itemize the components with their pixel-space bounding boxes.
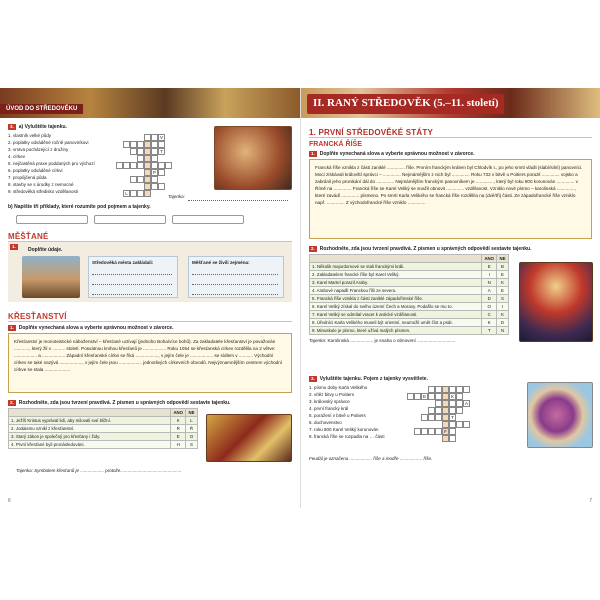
left-tajenka-label: Tajenka: <box>168 194 185 199</box>
crossword-cell[interactable] <box>435 407 442 414</box>
crossword-cell[interactable] <box>137 155 144 162</box>
task-title: Doplňte vynechaná slova a vyberte správnou možnost v závorce. <box>319 151 475 157</box>
crossword-cell[interactable] <box>144 134 151 141</box>
chapter-title: II. RANÝ STŘEDOVĚK (5.–11. století) <box>307 94 504 114</box>
card-title: Středověká města zakládali: <box>92 260 154 265</box>
statement: 9. Minuskule je písmo, které užívá malých písmen. <box>310 327 482 335</box>
card-livelihood <box>188 256 284 298</box>
crossword-cell[interactable] <box>137 176 144 183</box>
choice-ne[interactable]: O <box>186 433 198 441</box>
crossword-cell[interactable] <box>116 162 123 169</box>
crossword-cell[interactable] <box>144 176 151 183</box>
card-title: Měšťané se živili zejména: <box>192 260 250 265</box>
right-crossword <box>393 386 503 446</box>
krestanstvi-text-box[interactable]: Křesťanství je monoteistické náboženství – křesťané uctívají (jednoho Boha/více bohů). Za zakladatele křesťanství je považován ............, který žil v .......... století. Posvátnou knihou křesťanů je .................. Roku 1054 se křesťanská církev rozdělila na 2 větve: .................. a .................. Západní křesťanské církvi se říká .................., v jejím čele je .................. se sídlem v ........... Východní církev se také nazývá .................., v jejím čele jsou .................. jednotlivých církevních obvodů. Nejvýznamnějším centrem východní církve se stala .................... <box>8 333 292 393</box>
section-heading-prvni-staty: 1. PRVNÍ STŘEDOVĚKÉ STÁTY <box>309 128 592 138</box>
crossword-cell[interactable] <box>130 176 137 183</box>
answer-line[interactable] <box>92 290 172 295</box>
section-heading-krestanstvi: KŘESŤANSTVÍ <box>8 312 292 322</box>
left-page <box>0 88 300 508</box>
task-title: Rozhodněte, zda jsou tvrzení pravdivá. Z písmen u správných odpovědí sestavte tajenku. <box>18 400 231 406</box>
tajenka-text: Karolinská .................. je snaha o obnovení .............................. <box>327 338 456 343</box>
page-number-right: 7 <box>589 498 592 504</box>
left-task2-header <box>8 400 292 406</box>
table-header <box>9 409 171 417</box>
clue: 7. roku 800 Karel Veliký korunován <box>309 427 379 432</box>
clue: 6. poplatky odváděné církvi <box>8 168 63 173</box>
statement: 7. Karel Veliký se odmítal vracet k antické vzdělanosti. <box>310 311 482 319</box>
answer-line[interactable] <box>92 270 172 275</box>
task-number: 1. <box>311 151 315 156</box>
task-number: 1. <box>12 244 16 249</box>
answer-line[interactable] <box>192 270 278 275</box>
crossword-cell[interactable] <box>151 183 158 190</box>
crossword-cell[interactable] <box>428 428 435 435</box>
crossword-cell[interactable] <box>435 400 442 407</box>
task-title: Rozhodněte, zda jsou tvrzení pravdivá. Z písmen u správných odpovědí sestavte tajenku. <box>319 246 532 252</box>
table-header-ano: ANO <box>482 255 497 263</box>
table-row <box>310 287 509 295</box>
crossword-cell[interactable] <box>442 407 449 414</box>
task-number: 2. <box>311 246 315 251</box>
crossword-cell[interactable] <box>137 141 144 148</box>
right-content <box>309 124 592 508</box>
crossword-cell[interactable]: L <box>123 190 130 197</box>
table-header-ne: NE <box>186 409 198 417</box>
tajenka-answer-line[interactable] <box>188 196 288 201</box>
crossword-cell[interactable] <box>130 162 137 169</box>
crossword-cell[interactable] <box>456 386 463 393</box>
table-row <box>310 263 509 271</box>
right-page <box>300 88 600 508</box>
crossword-cell[interactable] <box>463 386 470 393</box>
map-frankish-empire <box>527 382 593 448</box>
right-truefalse-table <box>309 254 509 335</box>
crossword-cell[interactable] <box>158 169 165 176</box>
crossword-cell[interactable] <box>137 190 144 197</box>
choice-ano[interactable]: E <box>482 263 497 271</box>
choice-ne[interactable]: N <box>497 327 509 335</box>
choice-ne[interactable]: K <box>497 311 509 319</box>
franska-text-box[interactable]: Francká říše vznikla z části zaniklé .............. říše. Prvním franckým králem byl Chlodvík I., po jeho smrti vládli (slabí/silní) panovníci. Moci získávali královští správci – .............. Nejmámějším z nich byl .............. Roku 732 v bitvě u Poitiers porazil .............. vojsko a zabránil jeho pronikání dál do .............. Nejmámějším franckým panovníkem je .............., který byl roku 800 korunován .............. v Římě na .............. Francká říše se Karel Veliký se snažil obnovit .............. vzdělanost. Vzniklo nové písmo – karolinská .............., které zavádí .............. písmeno. Po smrti Karla Velikého se francká říše rozdělila na (dvě/tři) části. Ze západofrancké říše vzniklo např. .............. Z východofrancké říše vzniklo .............. <box>309 159 592 239</box>
crossword-cell[interactable] <box>151 141 158 148</box>
choice-ne[interactable]: D <box>497 319 509 327</box>
crossword-cell[interactable] <box>456 400 463 407</box>
crossword-cell[interactable] <box>144 148 151 155</box>
statement: 6. Karel Veliký získal do svého území Čech a Moravy. Podařilo se mu to. <box>310 303 482 311</box>
crossword-cell[interactable] <box>151 176 158 183</box>
crossword-cell[interactable]: T <box>158 148 165 155</box>
card-founders <box>88 256 178 298</box>
answer-field[interactable] <box>94 215 166 224</box>
task-title: Vyluštěte tajenku. Pojem z tajenky vysvětlete. <box>319 376 428 382</box>
choice-ne[interactable]: L <box>186 417 198 425</box>
crossword-cell[interactable] <box>435 393 442 400</box>
crossword-cell[interactable] <box>449 435 456 442</box>
task-title: a) Vyluštěte tajenku. <box>18 124 67 130</box>
clue: 5. poražení v bitvě u Poitiers <box>309 413 366 418</box>
statement: 2. Zakladatelem francké říše byl Karel Veliký. <box>310 271 482 279</box>
crossword-cell[interactable]: K <box>450 394 454 399</box>
choice-ne[interactable]: K <box>497 279 509 287</box>
crossword-cell[interactable] <box>435 386 442 393</box>
crossword-cell[interactable] <box>407 393 414 400</box>
crossword-cell[interactable] <box>449 400 456 407</box>
left-task2-tajenka[interactable]: Tajenka: Symbolem křesťanů je ................... protože................................................. <box>16 468 182 473</box>
table-row <box>310 271 509 279</box>
crossword-cell[interactable] <box>442 435 449 442</box>
choice-ne[interactable]: S <box>497 295 509 303</box>
crossword-cell[interactable] <box>130 190 137 197</box>
textbook-spread <box>0 88 600 508</box>
crossword-cell[interactable]: A <box>464 401 468 406</box>
choice-ano[interactable]: T <box>482 327 497 335</box>
choice-ano[interactable]: O <box>482 303 497 311</box>
crossword-cell[interactable] <box>435 414 442 421</box>
crossword-cell[interactable] <box>442 421 449 428</box>
table-row <box>310 327 509 335</box>
clue: 2. vítěz bitvy u Poitiers <box>309 392 355 397</box>
choice-ano[interactable]: K <box>482 319 497 327</box>
crossword-cell[interactable] <box>144 162 151 169</box>
clue: 6. duchovenstvo <box>309 420 342 425</box>
table-row <box>310 279 509 287</box>
answer-line[interactable] <box>192 290 278 295</box>
clue: 2. poplatky odváděné ročně panovníkovi <box>8 140 89 145</box>
choice-ne[interactable]: Ř <box>186 425 198 433</box>
crossword-cell[interactable]: P <box>152 170 156 175</box>
crossword-cell[interactable]: V <box>159 135 163 140</box>
choice-ano[interactable]: H <box>171 441 186 449</box>
crossword-cell[interactable] <box>151 148 158 155</box>
clue: 3. královský správce <box>309 399 350 404</box>
table-header-ne: NE <box>497 255 509 263</box>
task-b-title: b) Napište tři příklady, které rozumíte pod pojmem a tajenky. <box>8 204 151 210</box>
clue: 8. stavby se s úrodky z nemocné <box>8 182 74 187</box>
mestane-prompt: Doplňte údaje. <box>28 247 63 253</box>
crossword-cell[interactable] <box>449 407 456 414</box>
subsection-franska: FRANCKÁ ŘÍŠE <box>309 141 362 148</box>
clue: 4. první francký král <box>309 406 349 411</box>
left-banner <box>0 88 300 118</box>
crossword-cell[interactable] <box>442 414 449 421</box>
clue: 4. církev <box>8 154 26 159</box>
crossword-cell[interactable] <box>130 141 137 148</box>
statement: 5. Francká říše vznikla z části zaniklé západořímské říše. <box>310 295 482 303</box>
crossword-cell[interactable] <box>158 183 165 190</box>
table-row <box>9 441 198 449</box>
crossword-cell[interactable] <box>151 155 158 162</box>
crossword-cell[interactable]: T <box>449 414 456 421</box>
crossword-cell[interactable] <box>428 393 435 400</box>
crossword-cell[interactable] <box>421 414 428 421</box>
franska-task-header <box>309 151 592 157</box>
answer-line[interactable] <box>92 280 172 285</box>
statement: 3. Starý zákon je společný pro křesťany i židy. <box>9 433 171 441</box>
crossword-cell[interactable] <box>414 428 421 435</box>
choice-ano[interactable]: I <box>482 271 497 279</box>
crossword-cell[interactable] <box>165 162 172 169</box>
clue: 7. propůjčená půda <box>8 175 47 180</box>
crossword-cell[interactable] <box>137 148 144 155</box>
statement: 4. První křesťané byli pronásledováni. <box>9 441 171 449</box>
task-number: 1. <box>10 325 14 330</box>
answer-field[interactable] <box>172 215 244 224</box>
table-header <box>310 255 482 263</box>
left-banner-tag: ÚVOD DO STŘEDOVĚKU <box>0 104 83 114</box>
choice-ano[interactable]: E <box>171 433 186 441</box>
crossword-cell[interactable] <box>144 183 151 190</box>
statement: 3. Karel Martel porazil Araby. <box>310 279 482 287</box>
right-task2-header <box>309 246 593 252</box>
statement: 1. Ježíš Kristus vyprával lidi, aby milovali své bližní. <box>9 417 171 425</box>
icon-painting <box>206 414 292 462</box>
choice-ano[interactable]: C <box>482 311 497 319</box>
crossword-cell[interactable] <box>130 148 137 155</box>
choice-ne[interactable]: E <box>497 271 509 279</box>
choice-ne[interactable]: I <box>497 303 509 311</box>
crossword-cell[interactable] <box>449 428 456 435</box>
choice-ano[interactable]: K <box>171 417 186 425</box>
charlemagne-portrait <box>519 262 593 342</box>
left-content <box>8 124 292 508</box>
crossword-cell[interactable] <box>123 141 130 148</box>
table-row <box>310 295 509 303</box>
crossword-cell[interactable] <box>428 414 435 421</box>
clue: 5. nejčastěná praxe poddaných pro výchozí <box>8 161 95 166</box>
crossword-cell[interactable] <box>421 428 428 435</box>
crossword-cell[interactable] <box>428 386 435 393</box>
table-row <box>9 417 198 425</box>
statement: 1. Několik majordomové se stali franckými králi. <box>310 263 482 271</box>
crossword-cell[interactable] <box>123 162 130 169</box>
crossword-cell[interactable] <box>158 141 165 148</box>
crossword-cell[interactable]: E <box>422 394 426 399</box>
crossword-cell[interactable] <box>449 421 456 428</box>
task-number: 3. <box>311 376 315 381</box>
manuscript-illustration <box>214 126 292 190</box>
crossword-cell[interactable] <box>144 141 151 148</box>
task-title: Doplňte vynechaná slova a vyberte správnou možnost v závorce. <box>18 325 174 331</box>
crossword-cell[interactable] <box>456 393 463 400</box>
right-task3-footer[interactable]: Feudál je označena .................. říše a modře .................. říše. <box>309 456 433 461</box>
answer-line[interactable] <box>192 280 278 285</box>
task-number: 3. <box>10 124 14 129</box>
task-number: 2. <box>10 400 14 405</box>
krestanstvi-task-header <box>8 325 292 331</box>
choice-ne[interactable]: B <box>497 263 509 271</box>
clue: 1. písmo doby Karla Velikého <box>309 385 368 390</box>
task-b-answers <box>16 215 244 224</box>
table-row <box>310 311 509 319</box>
town-illustration <box>22 256 80 298</box>
crossword-cell[interactable] <box>442 400 449 407</box>
statement: 8. Úředníci Karla Velikého museli být orientní, neumožil umět číst a psát. <box>310 319 482 327</box>
section-heading-mestane: MĚŠŤANÉ <box>8 232 292 242</box>
right-banner <box>301 88 600 118</box>
crossword-cell[interactable] <box>151 134 158 141</box>
choice-ne[interactable]: E <box>497 287 509 295</box>
statement: 2. Jodaismu vznikl z křesťanství. <box>9 425 171 433</box>
choice-ano[interactable]: N <box>482 279 497 287</box>
crossword-cell[interactable] <box>137 162 144 169</box>
choice-ano[interactable]: D <box>482 295 497 303</box>
choice-ano[interactable]: A <box>482 287 497 295</box>
left-crossword <box>116 134 211 204</box>
crossword-cell[interactable] <box>456 407 463 414</box>
answer-field[interactable] <box>16 215 88 224</box>
crossword-cell[interactable] <box>414 393 421 400</box>
table-row <box>310 303 509 311</box>
crossword-cell[interactable] <box>428 407 435 414</box>
left-task1-clues <box>8 132 108 195</box>
crossword-cell[interactable] <box>151 162 158 169</box>
crossword-cell[interactable] <box>158 162 165 169</box>
left-truefalse-table <box>8 408 198 449</box>
mestane-panel <box>8 242 292 302</box>
tajenka-label: Tajenka: <box>309 338 327 343</box>
crossword-cell[interactable] <box>144 169 151 176</box>
table-header-ano: ANO <box>171 409 186 417</box>
clue: 1. vlastník velké půdy <box>8 133 52 138</box>
statement: 4. Arabové napadli Franckou říši ze severu. <box>310 287 482 295</box>
table-row <box>310 319 509 327</box>
clue: 8. francká říše se rozpadla na … části <box>309 434 385 439</box>
choice-ano[interactable]: R <box>171 425 186 433</box>
crossword-cell[interactable] <box>144 155 151 162</box>
choice-ne[interactable]: S <box>186 441 198 449</box>
crossword-cell[interactable] <box>442 386 449 393</box>
crossword-cell[interactable] <box>456 421 463 428</box>
clue: 3. vrstva pocházející z družiny <box>8 147 69 152</box>
crossword-cell[interactable] <box>144 190 151 197</box>
crossword-cell[interactable] <box>435 428 442 435</box>
crossword-cell[interactable] <box>463 421 470 428</box>
page-number-left: 6 <box>8 498 11 504</box>
table-row <box>9 425 198 433</box>
crossword-cell[interactable] <box>449 386 456 393</box>
clue: 9. středověká středisko vzdělanosti <box>8 189 79 194</box>
table-row <box>9 433 198 441</box>
crossword-cell[interactable] <box>442 393 449 400</box>
crossword-cell[interactable]: F <box>442 428 449 435</box>
